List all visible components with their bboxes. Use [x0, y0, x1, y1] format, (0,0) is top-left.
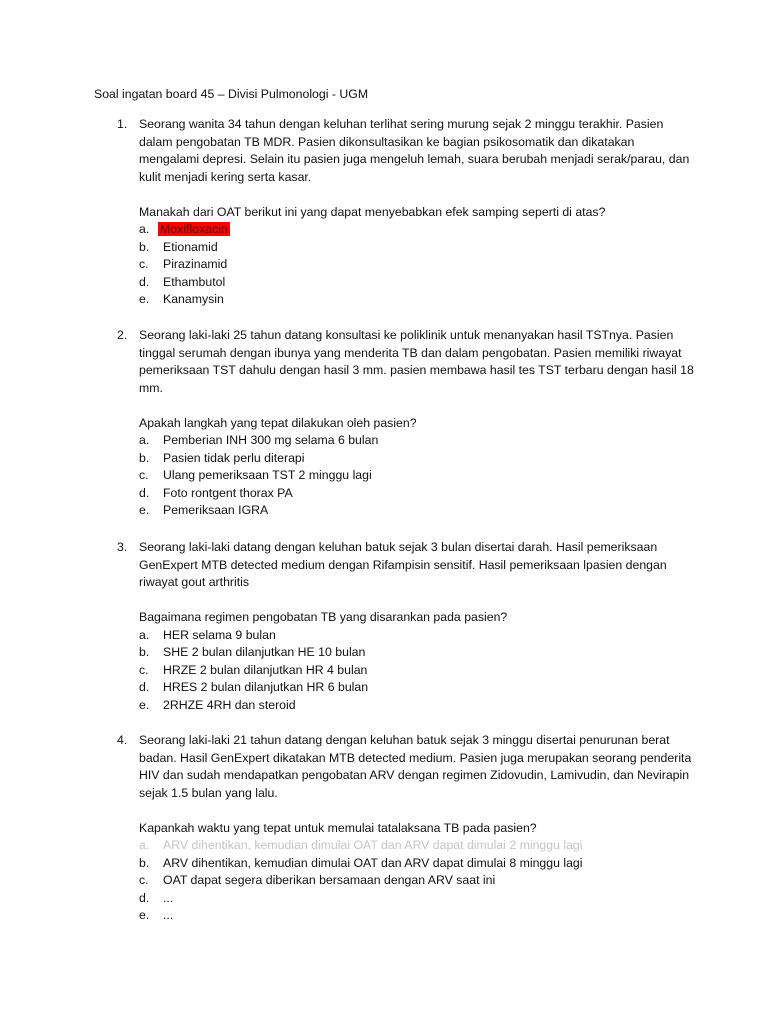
option-letter: c.: [139, 873, 149, 887]
question-body: [139, 116, 694, 309]
option-letter: c.: [139, 468, 149, 482]
question-stem: Seorang wanita 34 tahun dengan keluhan terlihat sering murung sejak 2 minggu terakhir. Pasien dalam pengobatan TB MDR. Pasien dikonsultasikan ke bagian psikosomatik dan dikatakan mengalami depresi. Selain itu pasien juga mengeluh lemah, suara berubah menjadi serak/parau, dan kulit menjadi kering serta kasar.: [139, 117, 690, 184]
question-prompt: Apakah langkah yang tepat dilakukan oleh pasien?: [139, 415, 417, 430]
option-letter: e.: [139, 503, 150, 517]
option-letter: e.: [139, 908, 150, 922]
option-text: Etionamid: [163, 239, 218, 254]
answer-option-d: [139, 679, 694, 697]
answer-options: [139, 432, 694, 520]
question-number: 2.: [117, 328, 128, 342]
answer-option-a: [139, 627, 694, 645]
option-text-faded: ARV dihentikan, kemudian dimulai OAT dan ARV dapat dimulai 2 minggu lagi: [163, 838, 583, 852]
question-body: [139, 327, 694, 520]
option-text: Pemberian INH 300 mg selama 6 bulan: [163, 433, 379, 447]
option-text: HER selama 9 bulan: [163, 627, 276, 642]
document-title: Soal ingatan board 45 – Divisi Pulmonologi - UGM: [94, 87, 369, 101]
option-text: Pasien tidak perlu diterapi: [163, 450, 305, 465]
option-text: Pirazinamid: [163, 257, 228, 271]
answer-option-e: [139, 697, 694, 715]
option-text: OAT dapat segera diberikan bersamaan dengan ARV saat ini: [163, 873, 496, 887]
answer-option-c: [139, 872, 694, 890]
option-text: 2RHZE 4RH dan steroid: [163, 697, 296, 712]
answer-option-c: [139, 256, 694, 274]
option-text: Pemeriksaan IGRA: [163, 503, 269, 517]
option-letter: e.: [139, 292, 150, 306]
question-stem: Seorang laki-laki 21 tahun datang dengan keluhan batuk sejak 3 minggu disertai penurunan berat badan. Hasil GenExpert dikatakan MTB detected medium. Pasien juga merupakan seorang penderita HIV dan sudah mendapatkan pengobatan ARV dengan regimen Zidovudin, Lamivudin, dan Nevirapin sejak 1.5 bulan yang lalu.: [139, 733, 692, 800]
option-letter: c.: [139, 662, 149, 677]
question-number: 4.: [117, 733, 128, 747]
question-1: [94, 116, 694, 309]
question-prompt: Manakah dari OAT berikut ini yang dapat menyebabkan efek samping seperti di atas?: [139, 204, 606, 219]
answer-option-c: [139, 467, 694, 485]
answer-option-e: [139, 907, 694, 925]
answer-option-e: [139, 502, 694, 520]
answer-option-d: [139, 485, 694, 503]
question-number: 1.: [117, 117, 128, 131]
option-letter: d.: [139, 274, 150, 289]
answer-option-b: [139, 644, 694, 662]
question-stem: Seorang laki-laki datang dengan keluhan batuk sejak 3 bulan disertai darah. Hasil pemeriksaan GenExpert MTB detected medium dengan Rifampisin sensitif. Hasil pemeriksaan lpasien dengan riwayat gout arthritis: [139, 540, 667, 589]
option-letter: b.: [139, 239, 150, 254]
option-text: HRES 2 bulan dilanjutkan HR 6 bulan: [163, 680, 369, 694]
option-text-highlighted: Moxifloxacin: [160, 222, 228, 236]
answer-option-b: [139, 239, 694, 257]
option-letter: a.: [139, 627, 150, 642]
option-letter: a.: [139, 433, 150, 447]
question-prompt: Kapankah waktu yang tepat untuk memulai tatalaksana TB pada pasien?: [139, 820, 537, 835]
answer-options: [139, 627, 694, 715]
option-text: Ethambutol: [163, 274, 226, 289]
option-letter: d.: [139, 680, 150, 694]
option-text: Foto rontgent thorax PA: [163, 485, 293, 500]
option-letter: d.: [139, 890, 150, 905]
option-letter: c.: [139, 257, 149, 271]
answer-option-a: [139, 432, 694, 450]
option-letter: d.: [139, 485, 150, 500]
option-letter: e.: [139, 697, 150, 712]
answer-option-a: [139, 837, 694, 855]
answer-option-b: [139, 450, 694, 468]
answer-option-d: [139, 274, 694, 292]
option-letter: b.: [139, 645, 150, 659]
question-prompt: Bagaimana regimen pengobatan TB yang disarankan pada pasien?: [139, 610, 508, 624]
question-body: [139, 732, 694, 925]
answer-option-b: [139, 855, 694, 873]
option-letter: a.: [139, 222, 150, 236]
option-text: ARV dihentikan, kemudian dimulai OAT dan ARV dapat dimulai 8 minggu lagi: [163, 855, 583, 870]
option-text: ...: [163, 908, 174, 922]
option-text: ...: [163, 890, 174, 905]
question-3: [94, 539, 694, 714]
answer-option-e: [139, 291, 694, 309]
answer-option-a: [139, 221, 694, 239]
option-text: Kanamysin: [163, 292, 224, 306]
option-text: HRZE 2 bulan dilanjutkan HR 4 bulan: [163, 662, 368, 677]
question-2: [94, 327, 694, 520]
question-stem: Seorang laki-laki 25 tahun datang konsultasi ke poliklinik untuk menanyakan hasil TSTnya. Pasien tinggal serumah dengan ibunya yang menderita TB dan dalam pengobatan. Pasien memiliki riwayat pemeriksaan TST dahulu dengan hasil 3 mm. pasien membawa hasil tes TST terbaru dengan hasil 18 mm.: [139, 328, 694, 395]
answer-options: [139, 221, 694, 309]
question-body: [139, 539, 694, 714]
question-4: [94, 732, 694, 925]
option-text: Ulang pemeriksaan TST 2 minggu lagi: [163, 468, 372, 482]
answer-option-d: [139, 890, 694, 908]
answer-option-c: [139, 662, 694, 680]
answer-options: [139, 837, 694, 925]
option-letter: b.: [139, 450, 150, 465]
option-text: SHE 2 bulan dilanjutkan HE 10 bulan: [163, 645, 366, 659]
option-letter: b.: [139, 855, 150, 870]
option-letter: a.: [139, 838, 150, 852]
question-number: 3.: [117, 540, 128, 554]
